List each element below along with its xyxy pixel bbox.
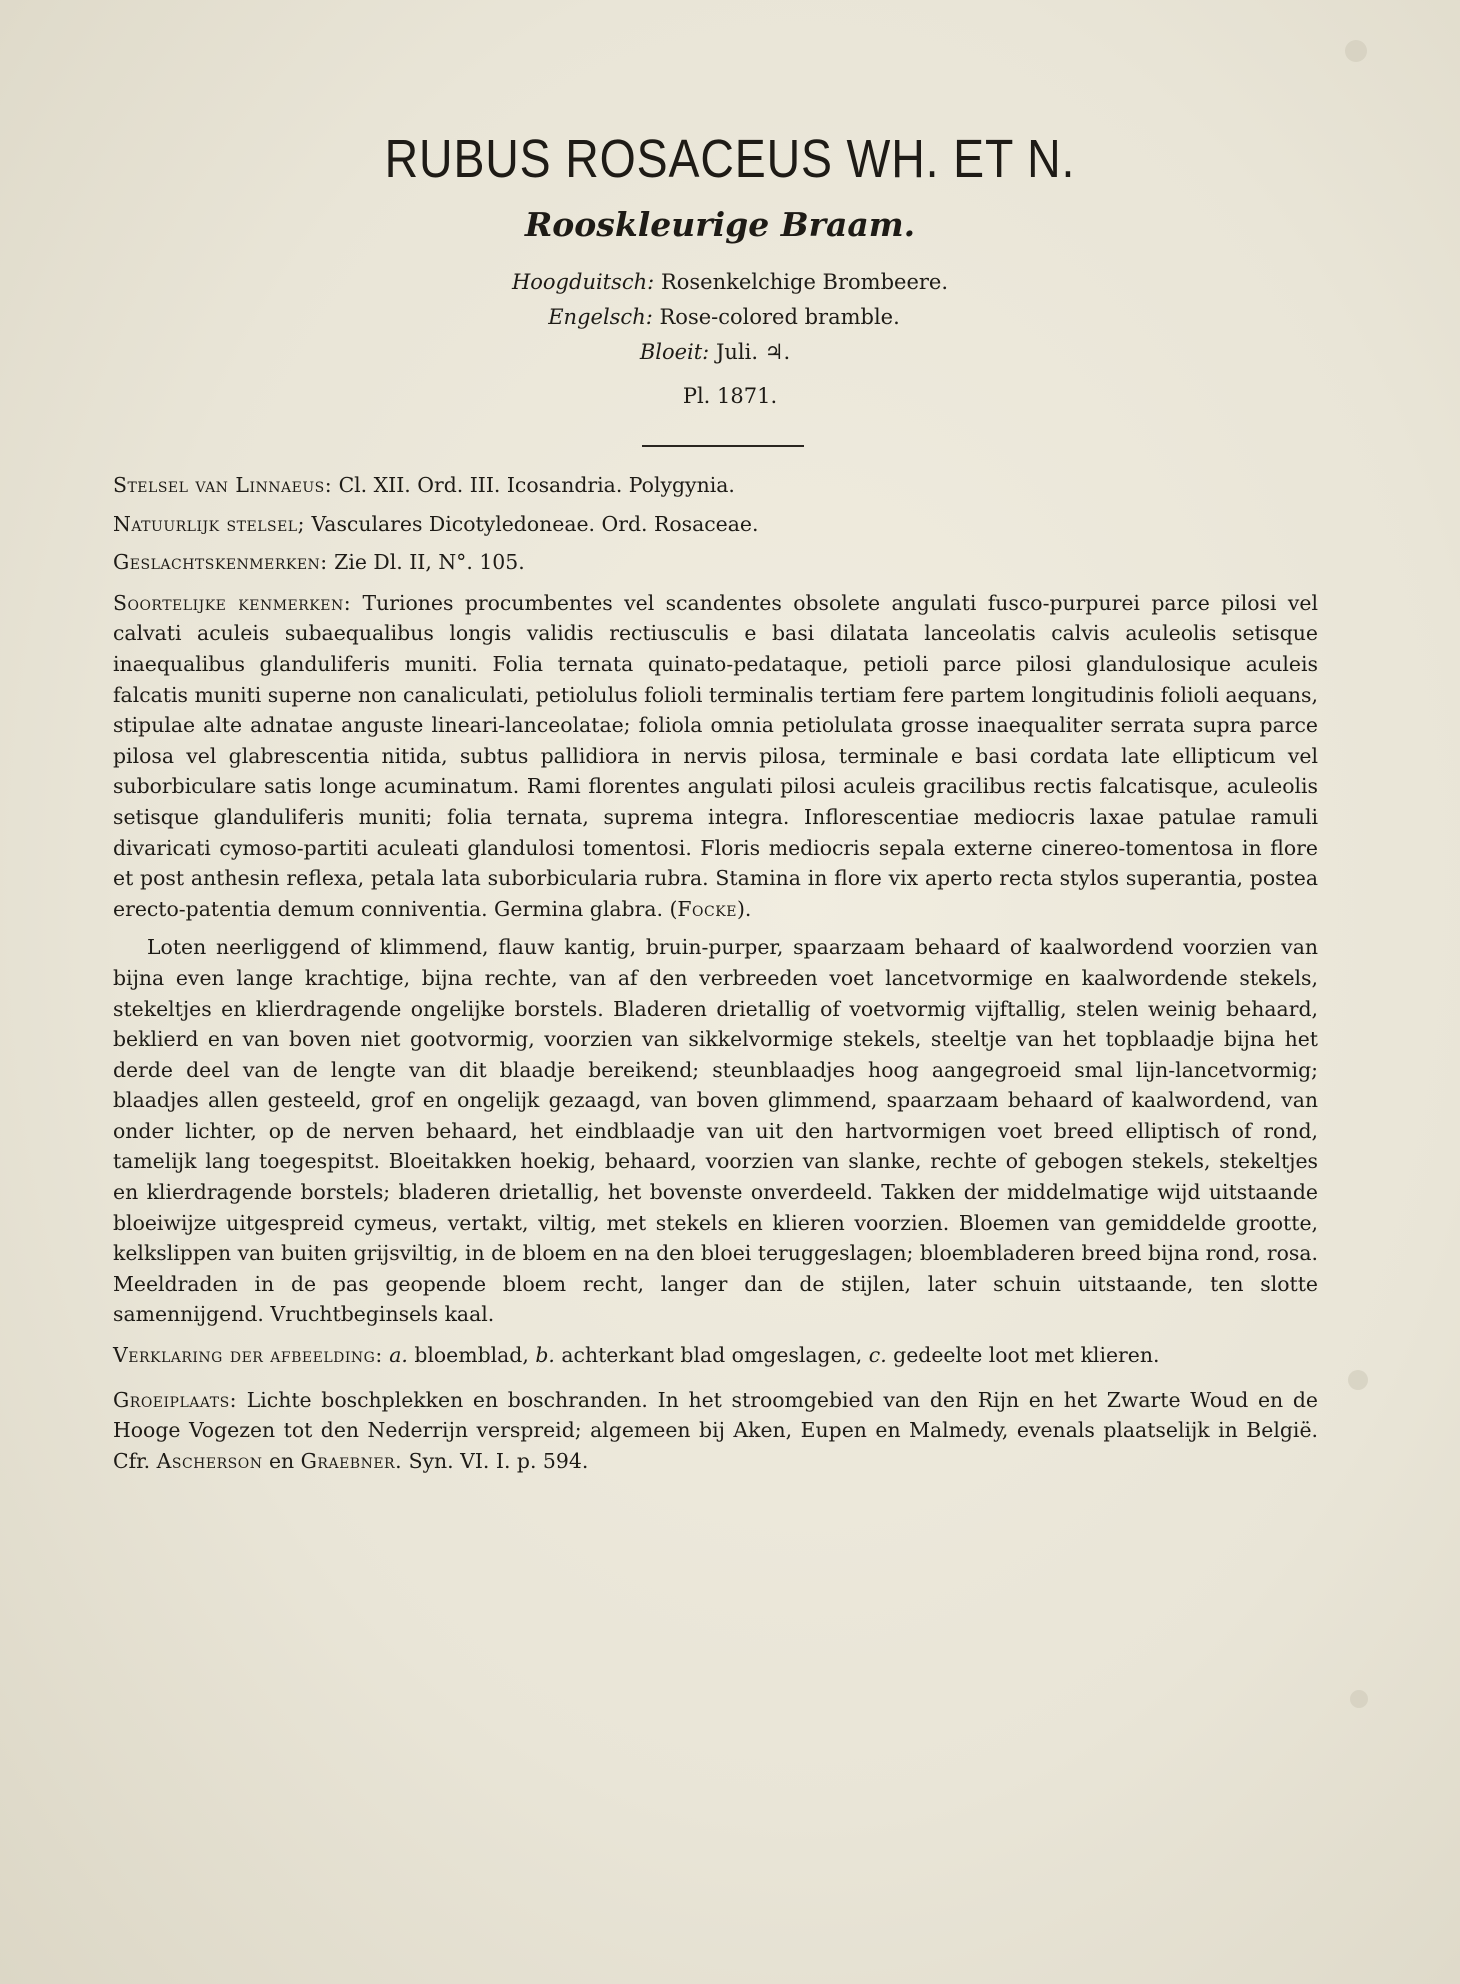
- divider-rule: [642, 445, 804, 447]
- figure-c-letter: c.: [868, 1343, 887, 1368]
- habitat: [113, 1385, 1318, 1477]
- english-name: Rose-colored bramble.: [659, 305, 900, 329]
- figure-a-letter: a.: [389, 1343, 408, 1368]
- habitat-text: Lichte boschplekken en boschranden. In het stroomgebied van den Rijn en het Zwarte Woud en de Hooge Vogezen tot den Nederrijn verspreid; algemeen bij Aken, Eupen en Malmedy, evenals plaatselijk in België. Cfr.: [113, 1387, 1318, 1473]
- bloom-line: [0, 340, 1445, 364]
- natural-system: [113, 509, 1318, 540]
- habitat-reference: Syn. VI. I. p. 594.: [408, 1448, 589, 1473]
- german-label: Hoogduitsch:: [511, 270, 655, 294]
- figure-a-text: bloemblad,: [414, 1343, 529, 1368]
- linnaeus-value: Cl. XII. Ord. III. Icosandria. Polygynia.: [338, 473, 735, 497]
- linnaeus-label: Stelsel van Linnaeus:: [113, 473, 333, 497]
- dutch-common-name: Rooskleurige Braam.: [524, 205, 916, 244]
- description-body: [113, 470, 1318, 1476]
- figure-b-letter: b.: [535, 1343, 555, 1368]
- natural-label: Natuurlijk stelsel;: [113, 511, 305, 536]
- author-graebner: Graebner.: [300, 1448, 403, 1473]
- species-title: RUBUS ROSACEUS WH. ET N.: [384, 129, 1076, 189]
- paper-stain: [1350, 1690, 1368, 1708]
- dutch-description: Loten neerliggend of klimmend, flauw kantig, bruin-purper, spaarzaam behaard of kaalwordend voorzien van bijna even lange krachtige, bijna rechte, van af den verbreeden voet lancetvormige en kaalwordende stekels, stekeltjes en klierdragende ongelijke borstels. Bladeren drietallig of voetvormig vijftallig, stelen weinig behaard, beklierd en van boven niet gootvormig, voorzien van sikkelvormige stekels, steeltje van het topblaadje bijna het derde deel van de lengte van dit blaadje bereikend; steunblaadjes hoog aangegroeid smal lijn-lancetvormig; blaadjes allen gesteeld, grof en ongelijk gezaagd, van boven glimmend, spaarzaam behaard of kaalwordend, van onder lichter, op de nerven behaard, het eindblaadje van uit den hartvormigen voet breed elliptisch of rond, tamelijk lang toegespitst. Bloeitakken hoekig, behaard, voorzien van slanke, rechte of gebogen stekels, stekeltjes en klierdragende borstels; bladeren drietallig, het bovenste onverdeeld. Takken der middelmatige wijd uitstaande bloeiwijze uitgespreid cymeus, vertakt, viltig, met stekels en klieren voorzien. Bloemen van gemiddelde grootte, kelkslippen van buiten grijsviltig, in de bloem en na den bloei teruggeslagen; bloembladeren breed bijna rond, rosa. Meeldraden in de pas geopende bloem recht, langer dan de stijlen, later schuin uitstaande, ten slotte samennijgend. Vruchtbeginsels kaal.: [113, 935, 1318, 1327]
- german-name: Rosenkelchige Brombeere.: [660, 270, 949, 294]
- author-ascherson: Ascherson: [156, 1448, 263, 1473]
- english-name-line: [0, 305, 1454, 329]
- genus-value: Zie Dl. II, N°. 105.: [334, 550, 525, 575]
- figure-label: Verklaring der afbeelding:: [113, 1343, 383, 1368]
- latin-description: Soortelijke kenmerken: Turiones procumbentes vel scandentes obsolete angulati fusco-purpurei parce pilosi vel calvati aculeis subaequalibus longis validis rectiusculis e basi dilatata lanceolatis calvis aculeolis setisque inaequalibus glanduliferis muniti. Folia ternata quinato-pedataque, petioli parce pilosi glandulosique aculeis falcatis muniti superne non canaliculati, petiolulus folioli terminalis tertiam fere partem longitudinis folioli aequans, stipulae alte adnatae anguste lineari-lanceolatae; foliola omnia petiolulata grosse inaequaliter serrata supra parce pilosa vel glabrescentia nitida, subtus pallidiora in nervis pilosa, terminale e basi cordata late ellipticum vel suborbiculare satis longe acuminatum. Rami florentes angulati pilosi aculeis gracilibus rectis falcatisque, aculeolis setisque glanduliferis muniti; folia ternata, suprema integra. Inflorescentiae mediocris laxae patulae ramuli divaricati cymoso-partiti aculeati glandulosi tomentosi. Floris mediocris sepala externe cinereo-tomentosa in flore et post anthesin reflexa, petala lata suborbicularia rubra. Stamina in flore vix aperto recta stylos superantia, postea erecto-patentia demum conniventia. Germina glabra. (Focke).: [113, 590, 1318, 921]
- linnaeus-system: [113, 470, 1318, 501]
- habitat-label: Groeiplaats:: [113, 1387, 238, 1412]
- paper-stain: [1348, 1370, 1368, 1390]
- latin-author: Focke: [677, 896, 737, 921]
- bloom-value: Juli. ♃.: [715, 340, 791, 364]
- genus-characters: [113, 547, 1318, 578]
- english-label: Engelsch:: [548, 305, 653, 329]
- latin-description-text: Turiones procumbentes vel scandentes obsolete angulati fusco-purpurei parce pilosi vel calvati aculeis subaequalibus longis validis rectiusculis e basi dilatata lanceolatis calvis aculeolis setisque inaequalibus glanduliferis muniti. Folia ternata quinato-pedataque, petioli parce pilosi glandulosique aculeis falcatis muniti superne non canaliculati, petiolulus folioli terminalis tertiam fere partem longitudinis folioli aequans, stipulae alte adnatae anguste lineari-lanceolatae; foliola omnia petiolulata grosse inaequaliter serrata supra parce pilosa vel glabrescentia nitida, subtus pallidiora in nervis pilosa, terminale e basi cordata late ellipticum vel suborbiculare satis longe acuminatum. Rami florentes angulati pilosi aculeis gracilibus rectis falcatisque, aculeolis setisque glanduliferis muniti; folia ternata, suprema integra. Inflorescentiae mediocris laxae patulae ramuli divaricati cymoso-partiti aculeati glandulosi tomentosi. Floris mediocris sepala externe cinereo-tomentosa in flore et post anthesin reflexa, petala lata suborbicularia rubra. Stamina in flore vix aperto recta stylos superantia, postea erecto-patentia demum conniventia. Germina glabra.: [113, 590, 1318, 921]
- figure-b-text: achterkant blad omgeslagen,: [561, 1343, 863, 1368]
- paper-stain: [1345, 40, 1367, 62]
- plate-number: Pl. 1871.: [682, 384, 778, 408]
- genus-label: Geslachtskenmerken:: [113, 550, 328, 575]
- natural-value: Vasculares Dicotyledoneae. Ord. Rosaceae.: [311, 511, 759, 536]
- species-characters-label: Soortelijke kenmerken:: [113, 590, 352, 615]
- german-name-line: [0, 270, 1460, 294]
- figure-c-text: gedeelte loot met klieren.: [893, 1343, 1160, 1368]
- bloom-label: Bloeit:: [639, 340, 710, 364]
- habitat-conjunction: en: [268, 1448, 295, 1473]
- figure-explanation: [113, 1340, 1318, 1371]
